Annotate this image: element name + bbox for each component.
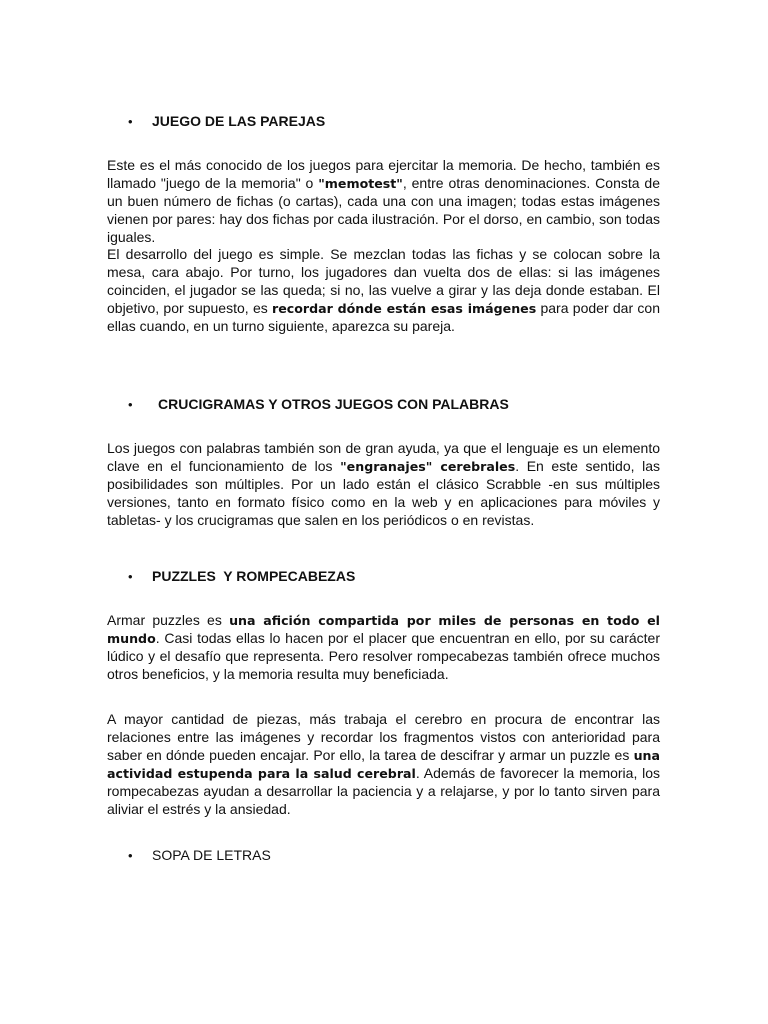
heading-text: SOPA DE LETRAS <box>152 847 271 863</box>
text-run: para poder dar con ellas cuando, en un turno siguiente, aparezca su pareja. <box>107 299 660 334</box>
text-run: . Además de favorecer la memoria, los rompecabezas ayudan a desarrollar la paciencia y a relajarse, y por lo tanto sirven para aliviar el estrés y la ansiedad. <box>107 764 660 817</box>
text-run: Este es el más conocido de los juegos para ejercitar la memoria. De hecho, también es llamado "juego de la memoria" o <box>107 157 660 191</box>
section-heading-sopa-de-letras <box>128 846 271 865</box>
paragraph-crucigramas <box>107 440 660 530</box>
paragraph-puzzles-piezas <box>107 711 660 818</box>
text-run: El desarrollo del juego es simple. Se mezclan todas las fichas y se colocan sobre la mesa, cara abajo. Por turno, los jugadores dan vuelta dos de ellas: si las imágenes coinciden, el jugador se las queda; si no, las vuelve a girar y las deja donde estaban. El objetivo, por supuesto, es <box>107 246 660 316</box>
bold-run: recordar dónde están esas imágenes <box>272 300 537 316</box>
paragraph-parejas-desarrollo <box>107 246 660 336</box>
bold-run: "engranajes" cerebrales <box>340 458 516 474</box>
section-heading-puzzles <box>128 567 355 586</box>
bold-run: una actividad estupenda para la salud cerebral <box>107 747 660 781</box>
heading-text: CRUCIGRAMAS Y OTROS JUEGOS CON PALABRAS <box>158 396 509 412</box>
text-run: Los juegos con palabras también son de gran ayuda, ya que el lenguaje es un elemento clave en el funcionamiento de los <box>107 440 660 474</box>
text-run: A mayor cantidad de piezas, más trabaja el cerebro en procura de encontrar las relaciones entre las imágenes y recordar los fragmentos vistos con anterioridad para saber en dónde pueden encajar. Por ello, la tarea de descifrar y armar un puzzle es <box>107 711 660 763</box>
bold-run: "memotest" <box>318 175 403 191</box>
heading-text: JUEGO DE LAS PAREJAS <box>152 113 326 129</box>
heading-text: PUZZLES Y ROMPECABEZAS <box>152 568 356 584</box>
section-heading-crucigramas <box>128 395 509 414</box>
bold-run: una afición compartida por miles de personas en todo el mundo <box>107 613 660 646</box>
text-run: Armar puzzles es <box>107 612 230 628</box>
text-run: . En este sentido, las posibilidades son múltiples. Por un lado están el clásico Scrabble -en sus múltiples versiones, tanto en formato físico como en la web y en aplicaciones para móviles y tabletas- y los crucigramas que salen en los periódicos o en revistas. <box>107 457 660 528</box>
section-heading-parejas <box>128 112 325 131</box>
text-run: , entre otras denominaciones. Consta de un buen número de fichas (o cartas), cada una con una imagen; todas estas imágenes vienen por pares: hay dos fichas por cada ilustración. Por el dorso, en cambio, son todas iguales. <box>107 174 660 245</box>
bullet-icon: • <box>128 397 133 412</box>
paragraph-puzzles-aficion <box>107 612 660 684</box>
bullet-icon: • <box>128 848 133 863</box>
bullet-icon: • <box>128 569 133 584</box>
paragraph-parejas-intro <box>107 157 660 247</box>
text-run: . Casi todas ellas lo hacen por el placer que encuentran en ello, por su carácter lúdico y el desafío que representa. Pero resolver rompecabezas también ofrece muchos otros beneficios, y la memoria resulta muy beneficiada. <box>107 629 660 682</box>
bullet-icon: • <box>128 114 133 129</box>
